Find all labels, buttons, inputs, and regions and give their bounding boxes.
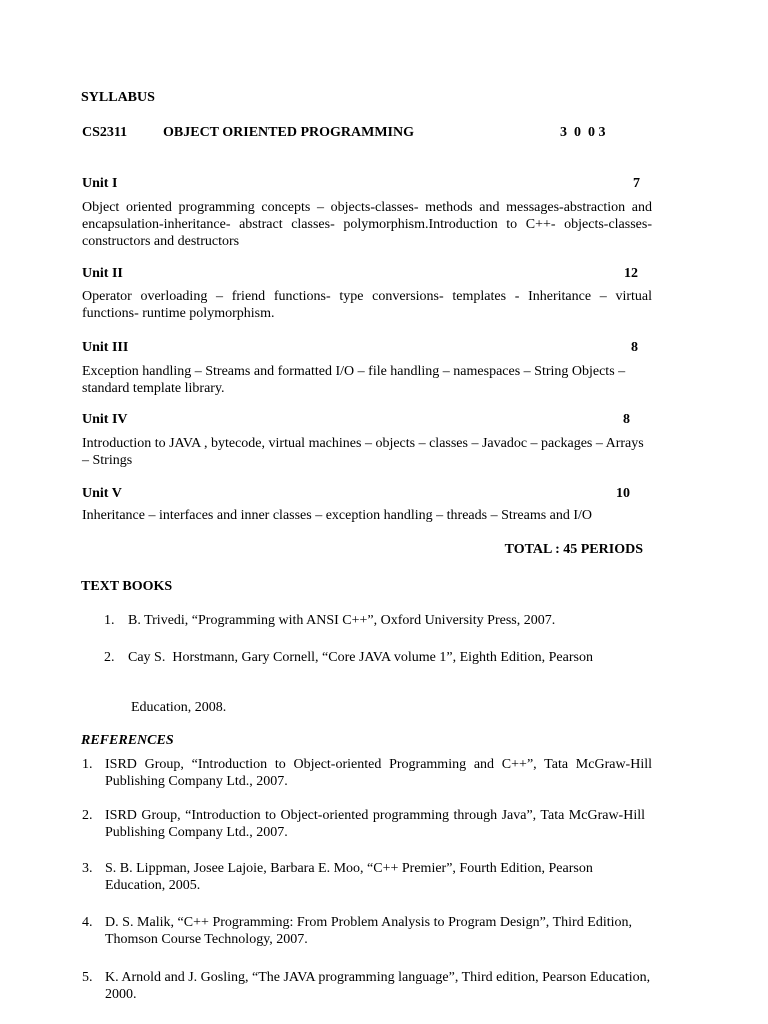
- reference-number: 3.: [82, 861, 93, 876]
- unit-periods: 7: [633, 176, 640, 191]
- reference-item: [82, 807, 645, 841]
- unit-label: Unit V: [82, 486, 122, 501]
- course-credits: 3 0 0 3: [560, 125, 606, 140]
- reference-text: D. S. Malik, “C++ Programming: From Problem Analysis to Program Design”, Third Edition, Thomson Course Technology, 2007.: [105, 915, 632, 947]
- reference-number: 2.: [82, 808, 93, 823]
- text-book-entry-continuation: Education, 2008.: [131, 700, 227, 715]
- text-book-number: 2.: [104, 650, 115, 665]
- text-book-number: 1.: [104, 613, 115, 628]
- course-title: OBJECT ORIENTED PROGRAMMING: [163, 125, 414, 140]
- unit-periods: 8: [623, 412, 630, 427]
- reference-item: [82, 756, 652, 790]
- unit-periods: 8: [631, 340, 638, 355]
- total-periods: TOTAL : 45 PERIODS: [504, 542, 643, 557]
- unit-periods: 10: [616, 486, 630, 501]
- unit-label: Unit III: [82, 340, 129, 355]
- unit-content: Inheritance – interfaces and inner classes – exception handling – threads – Streams and I/O: [82, 508, 593, 523]
- text-books-heading: TEXT BOOKS: [81, 579, 173, 594]
- unit-content: Exception handling – Streams and formatted I/O – file handling – namespaces – String Objects – standard template library.: [82, 364, 626, 396]
- unit-label: Unit II: [82, 266, 123, 281]
- reference-item: [82, 860, 652, 894]
- reference-number: 1.: [82, 757, 93, 772]
- course-code: CS2311: [82, 125, 128, 140]
- unit-label: Unit I: [82, 176, 118, 191]
- text-book-entry: B. Trivedi, “Programming with ANSI C++”, Oxford University Press, 2007.: [128, 613, 556, 628]
- reference-number: 5.: [82, 970, 93, 985]
- unit-content: Object oriented programming concepts – objects-classes- methods and messages-abstraction and encapsulation-inheritance- abstract classes- polymorphism.Introduction to C++- objects-classes-constructors and destructors: [82, 200, 652, 249]
- reference-number: 4.: [82, 915, 93, 930]
- references-heading: REFERENCES: [81, 733, 174, 748]
- reference-text: K. Arnold and J. Gosling, “The JAVA programming language”, Third edition, Pearson Education, 2000.: [105, 970, 651, 1002]
- reference-text: S. B. Lippman, Josee Lajoie, Barbara E. Moo, “C++ Premier”, Fourth Edition, Pearson Education, 2005.: [105, 861, 593, 893]
- reference-item: [82, 914, 632, 948]
- reference-text: ISRD Group, “Introduction to Object-oriented Programming and C++”, Tata McGraw-Hill Publishing Company Ltd., 2007.: [105, 757, 652, 789]
- reference-item: [82, 969, 657, 1003]
- text-book-entry: Cay S. Horstmann, Gary Cornell, “Core JAVA volume 1”, Eighth Edition, Pearson: [128, 650, 593, 665]
- reference-text: ISRD Group, “Introduction to Object-oriented programming through Java”, Tata McGraw-Hill Publishing Company Ltd., 2007.: [105, 808, 645, 840]
- unit-periods: 12: [624, 266, 638, 281]
- unit-content: Operator overloading – friend functions- type conversions- templates - Inheritance – virtual functions- runtime polymorphism.: [82, 289, 652, 321]
- unit-label: Unit IV: [82, 412, 128, 427]
- page-title: SYLLABUS: [81, 90, 155, 105]
- unit-content: Introduction to JAVA , bytecode, virtual machines – objects – classes – Javadoc – packages – Arrays – Strings: [82, 436, 644, 468]
